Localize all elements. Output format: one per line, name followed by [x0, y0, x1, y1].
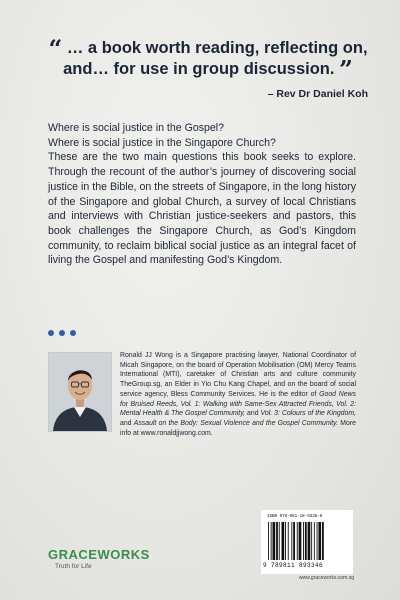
barcode-bar	[318, 522, 321, 560]
open-quote-mark: “	[48, 34, 63, 63]
barcode-bar	[305, 522, 307, 560]
barcode-bar	[303, 522, 304, 560]
barcode-bar	[279, 522, 280, 560]
quote-attribution: – Rev Dr Daniel Koh	[267, 88, 368, 100]
barcode-bar	[299, 522, 302, 560]
divider-dot	[48, 330, 54, 336]
bio-text: and	[245, 410, 261, 418]
barcode-bar	[288, 522, 289, 560]
barcode-bar	[268, 522, 269, 560]
bio-text: More info at www.ronaldjjwong.com.	[120, 419, 356, 437]
barcode-bars	[267, 522, 347, 562]
publisher-tagline: Truth for Life	[55, 563, 92, 570]
barcode-bar	[273, 522, 276, 560]
barcode-bar	[297, 522, 298, 560]
barcode-bar	[314, 522, 315, 560]
blurb-question-1: Where is social justice in the Gospel?	[48, 122, 225, 134]
quote-line-2	[48, 55, 368, 84]
section-divider-dots	[48, 330, 76, 336]
isbn-label: ISBN 978-981-18-9336-6	[267, 515, 323, 519]
barcode-bar	[317, 522, 318, 560]
publisher-name: GRACEWORKS	[48, 547, 150, 562]
publisher-url: www.graceworks.com.sg	[298, 575, 354, 581]
bio-book-title: Assault on the Body: Sexual Violence and the Gospel Community.	[133, 419, 339, 427]
author-photo	[48, 352, 112, 432]
author-bio	[120, 351, 356, 438]
author-portrait-image	[49, 353, 111, 431]
bio-text: Ronald JJ Wong is a Singapore practising lawyer, National Coordinator of Micah Singapore, on the board of Operation Mobilisation (OM) Mercy Teams International (MTI), caretaker of Christian arts and culture community TheGroup.sg, an Elder in Yio Chu Kang Chapel, and on the board of social service agency, Bless Community Services. He is the editor of	[120, 352, 356, 398]
blurb-body: These are the two main questions this book seeks to explore. Through the recount of the author’s journey of discovering social justice in the Bible, on the streets of Singapore, in the long history of the Singapore and global Church, a survey of local Christians and interviews with Christian justice-seekers and pastors, this book challenges the Singapore Church, as God’s Kingdom community, to reclaim biblical social justice as an integral facet of living the Gospel and manifesting God’s Kingdom.	[48, 151, 356, 267]
barcode-bar	[293, 522, 295, 560]
isbn-barcode	[261, 510, 353, 574]
blurb-question-2: Where is social justice in the Singapore Church?	[48, 136, 276, 149]
bio-book-title: Good News for Bruised Reeds, Vol. 1: Walking with Same-Sex Attracted Friends, Vol. 2: Mental Health & The Gospel Community,	[120, 390, 356, 418]
bio-book-title: Vol. 3: Colours of the Kingdom,	[260, 410, 356, 418]
divider-dot	[59, 330, 65, 336]
divider-dot	[70, 330, 76, 336]
bio-text: and	[120, 419, 134, 427]
barcode-bar	[311, 522, 312, 560]
barcode-bar	[322, 522, 324, 560]
barcode-bar	[282, 522, 285, 560]
quote-text-1: … a book worth reading, reflecting on,	[66, 39, 368, 57]
barcode-bar	[308, 522, 311, 560]
book-blurb	[48, 121, 356, 268]
barcode-bar	[291, 522, 292, 560]
barcode-bar	[285, 522, 286, 560]
barcode-number: 9 789811 893346	[263, 562, 324, 569]
publisher-logo	[48, 547, 150, 570]
barcode-bar	[271, 522, 272, 560]
quote-line-1	[48, 34, 368, 63]
close-quote-mark: ”	[339, 55, 353, 84]
quote-text-2: and… for use in group discussion.	[63, 60, 335, 78]
endorsement-quote	[48, 34, 368, 84]
barcode-bar	[276, 522, 278, 560]
